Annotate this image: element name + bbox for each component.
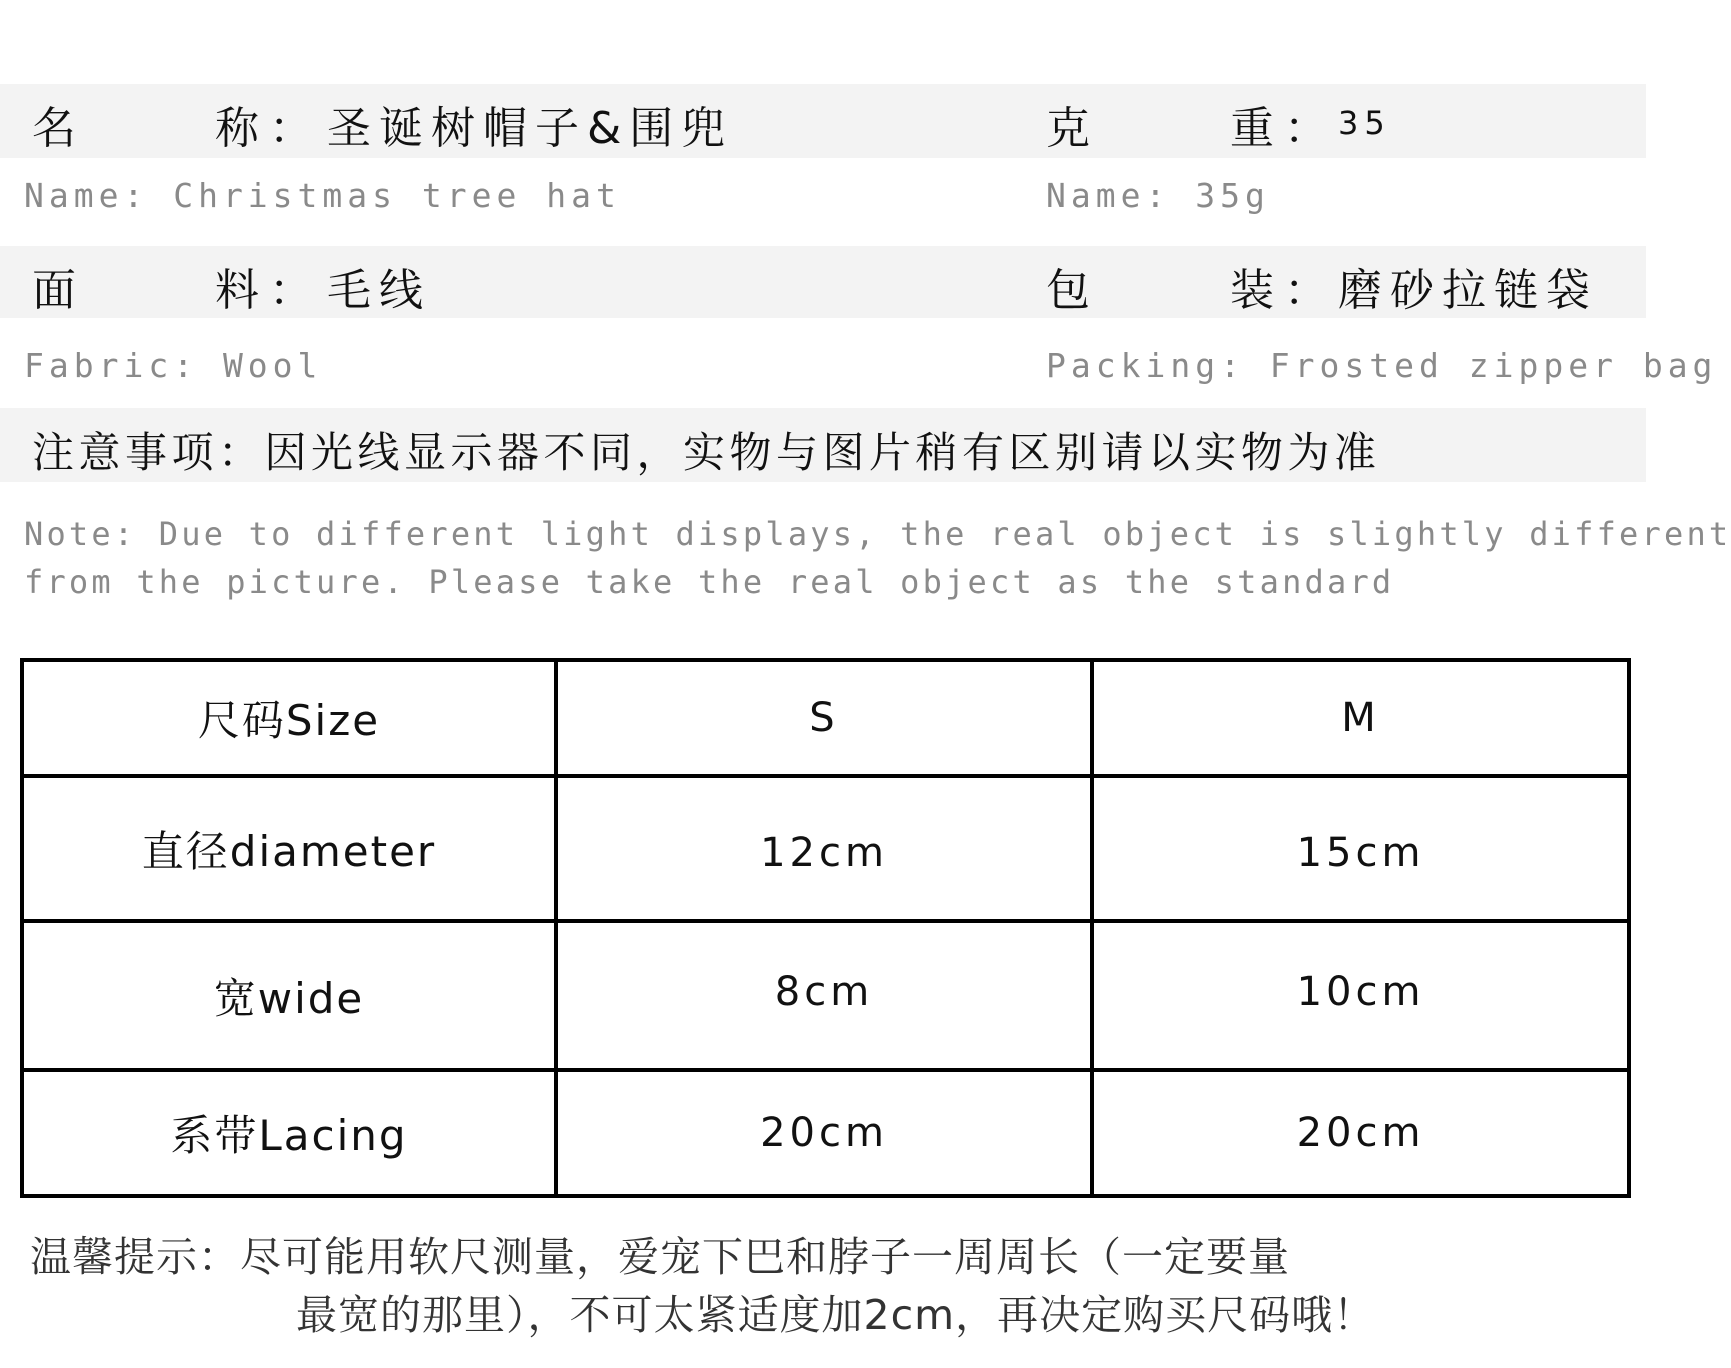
size-table	[20, 658, 1631, 1198]
packing-label-1: 包	[1046, 265, 1100, 316]
fabric-value: 毛线	[327, 265, 431, 316]
name-label-2: 称：	[215, 103, 323, 154]
tip-line1: 温馨提示：尽可能用软尺测量，爱宠下巴和脖子一周周长（一定要量	[30, 1233, 1290, 1281]
wide-m: 10cm	[1092, 921, 1629, 1070]
name-value: 圣诞树帽子&围兜	[327, 103, 734, 154]
diameter-s: 12cm	[556, 776, 1092, 921]
size-header-label: 尺码Size	[22, 660, 556, 776]
packing-value: 磨砂拉链袋	[1338, 265, 1598, 316]
wide-label: 宽wide	[22, 921, 556, 1070]
note-english-line2: from the picture. Please take the real object as the standard	[24, 563, 1395, 601]
lacing-label: 系带Lacing	[22, 1070, 556, 1196]
packing-label-2: 装：	[1230, 265, 1338, 316]
weight-value: 35	[1338, 104, 1391, 142]
table-row	[22, 1070, 1629, 1196]
wide-s: 8cm	[556, 921, 1092, 1070]
name-label-1: 名	[32, 103, 86, 154]
packing-english: Packing: Frosted zipper bag	[1046, 346, 1718, 385]
size-table-header-row	[22, 660, 1629, 776]
lacing-s: 20cm	[556, 1070, 1092, 1196]
weight-label-2: 重：	[1230, 103, 1338, 154]
size-header-s: S	[556, 660, 1092, 776]
fabric-label-2: 料：	[215, 265, 323, 316]
tip-line2: 最宽的那里），不可太紧适度加2cm，再决定购买尺码哦！	[296, 1291, 1376, 1339]
diameter-label: 直径diameter	[22, 776, 556, 921]
fabric-english: Fabric: Wool	[24, 346, 323, 385]
diameter-m: 15cm	[1092, 776, 1629, 921]
note-english-line1: Note: Due to different light displays, the real object is slightly different	[24, 515, 1731, 553]
table-row	[22, 921, 1629, 1070]
table-row	[22, 776, 1629, 921]
weight-english: Name: 35g	[1046, 176, 1270, 215]
lacing-m: 20cm	[1092, 1070, 1629, 1196]
fabric-label-1: 面	[32, 265, 86, 316]
name-english: Name: Christmas tree hat	[24, 176, 621, 215]
note-chinese: 注意事项：因光线显示器不同，实物与图片稍有区别请以实物为准	[32, 428, 1381, 477]
size-header-m: M	[1092, 660, 1629, 776]
weight-label-1: 克	[1046, 103, 1100, 154]
